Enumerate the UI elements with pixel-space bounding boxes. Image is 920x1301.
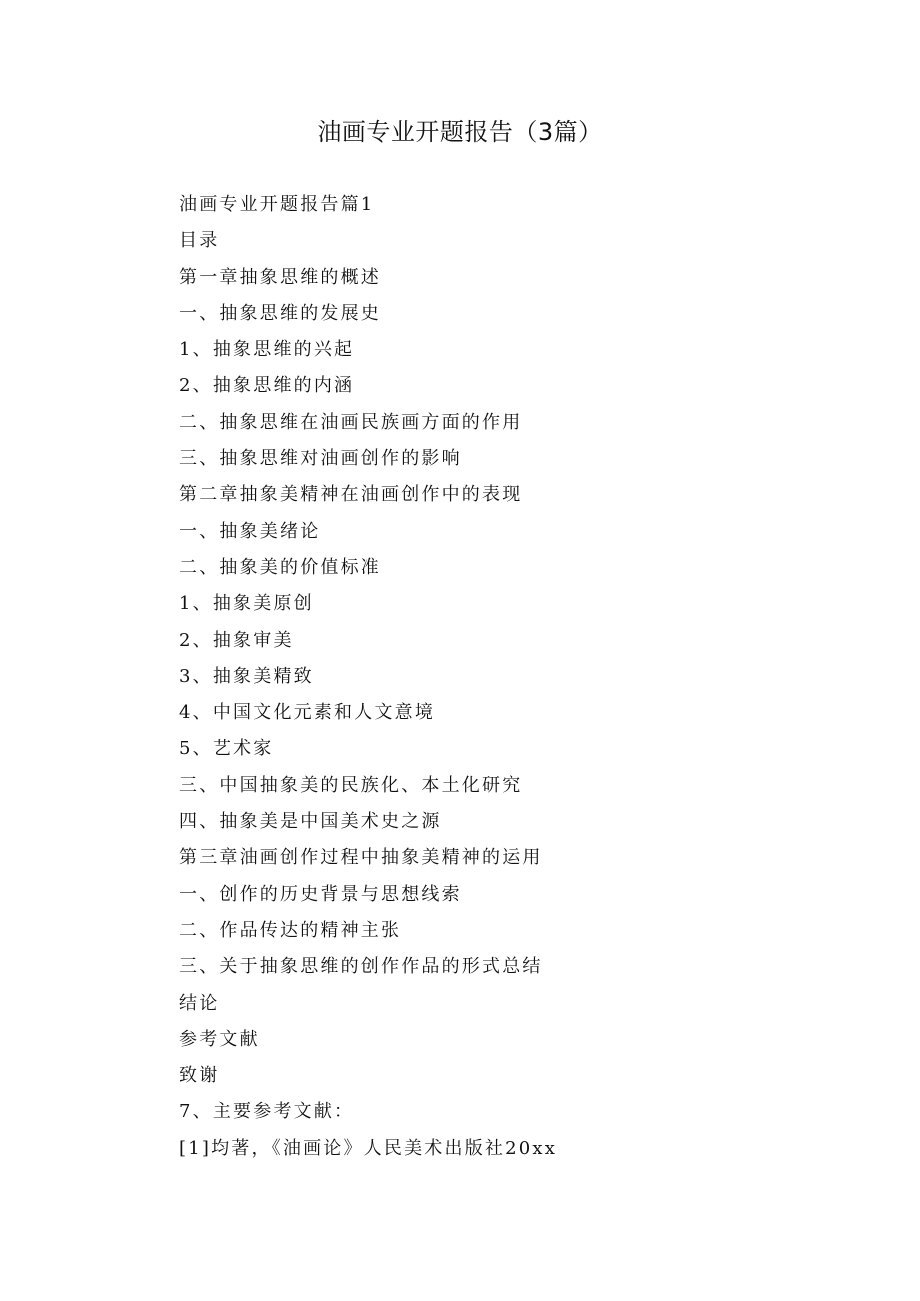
toc-line: 2、抽象审美 [179, 629, 294, 651]
toc-line: 四、抽象美是中国美术史之源 [179, 811, 442, 833]
document-title: 油画专业开题报告（3篇） [317, 118, 603, 146]
toc-line: 一、抽象美绪论 [179, 520, 321, 542]
toc-line: 1、抽象思维的兴起 [179, 339, 355, 361]
toc-line: 二、作品传达的精神主张 [179, 919, 402, 941]
toc-line: 第一章抽象思维的概述 [179, 266, 381, 288]
toc-line: 3、抽象美精致 [179, 665, 314, 687]
toc-line: 4、中国文化元素和人文意境 [179, 702, 436, 724]
toc-line: 一、抽象思维的发展史 [179, 302, 381, 324]
toc-line: 参考文献 [179, 1028, 260, 1050]
toc-line: 第三章油画创作过程中抽象美精神的运用 [179, 847, 543, 869]
toc-line: 二、抽象美的价值标准 [179, 556, 381, 578]
toc-line: 1、抽象美原创 [179, 593, 314, 615]
toc-line: 第二章抽象美精神在油画创作中的表现 [179, 484, 523, 506]
toc-line: 三、抽象思维对油画创作的影响 [179, 448, 462, 470]
report-subtitle: 油画专业开题报告篇1 [179, 194, 375, 215]
toc-line: 7、主要参考文献： [179, 1101, 355, 1123]
toc-line: 致谢 [179, 1065, 220, 1087]
toc-line: 5、艺术家 [179, 738, 274, 760]
toc-line: 二、抽象思维在油画民族画方面的作用 [179, 411, 523, 433]
toc-line: 2、抽象思维的内涵 [179, 375, 355, 397]
table-of-contents [179, 187, 557, 1167]
toc-line: 三、关于抽象思维的创作作品的形式总结 [179, 956, 543, 978]
reference-entry: [1]均著，《油画论》人民美术出版社20xx [179, 1137, 558, 1159]
toc-heading: 目录 [179, 230, 220, 252]
toc-line: 一、创作的历史背景与思想线索 [179, 883, 462, 905]
toc-line: 三、中国抽象美的民族化、本土化研究 [179, 774, 523, 796]
toc-line: 结论 [179, 992, 220, 1014]
